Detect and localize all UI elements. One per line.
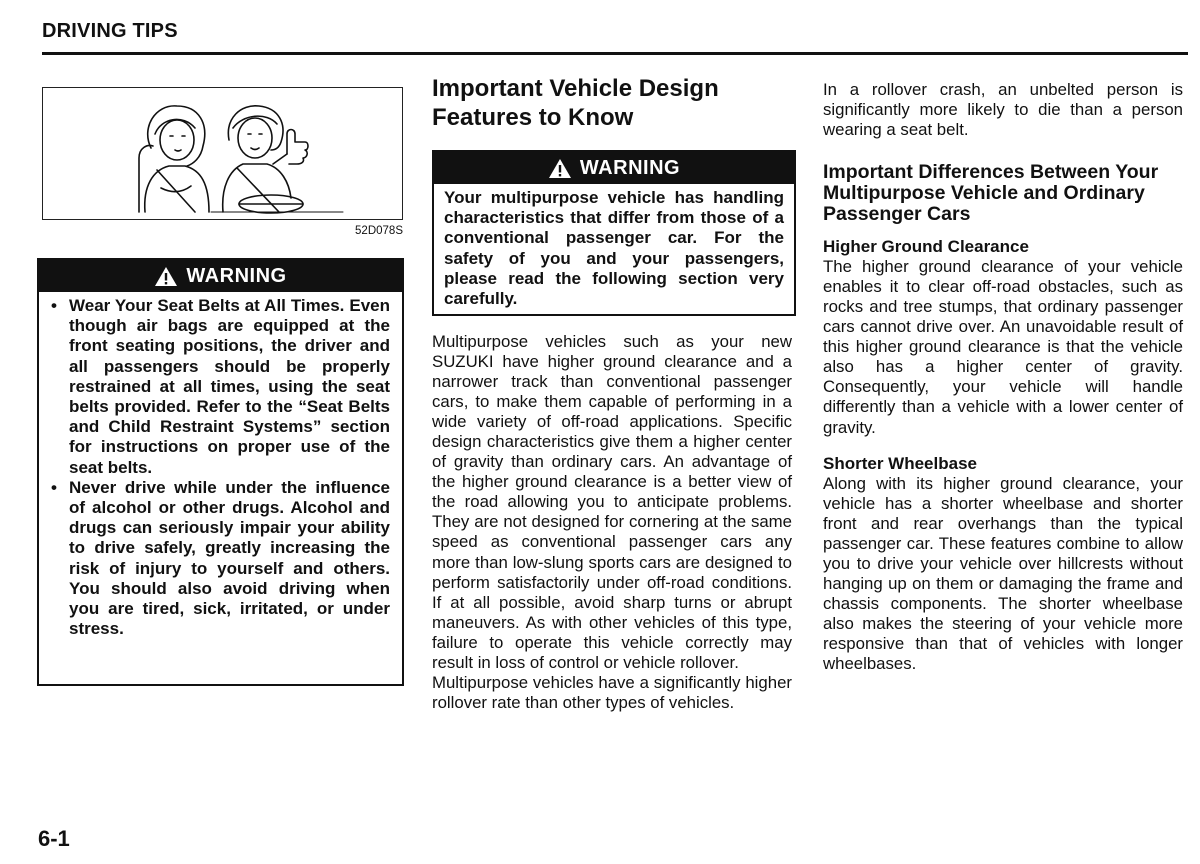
middle-body bbox=[432, 332, 792, 713]
page-heading: Important Vehicle Design Features to Know bbox=[432, 75, 719, 131]
body-paragraph: Multipurpose vehicles have a significantly higher rollover rate than other types of vehicles. bbox=[432, 672, 792, 712]
subheading-wheelbase: Shorter Wheelbase bbox=[823, 453, 977, 473]
header-rule bbox=[42, 52, 1188, 55]
warning-box-seatbelts bbox=[37, 258, 404, 686]
right-column bbox=[823, 80, 1183, 674]
warning-triangle-icon bbox=[548, 158, 572, 179]
page-number: 6-1 bbox=[38, 826, 70, 851]
warning-label: WARNING bbox=[579, 156, 681, 179]
body-paragraph: Along with its higher ground clearance, your vehicle has a shorter wheelbase and shorter front and rear overhangs than the typical passenger car. These features combine to allow you to drive your vehicle over hillcrests without hanging up on them or damaging the frame and chassis components. The shorter wheelbase also makes the steering of your vehicle more responsive than that of vehicles with longer wheelbases. bbox=[823, 473, 1183, 673]
body-paragraph: The higher ground clearance of your vehicle enables it to clear off-road obstacles, such as rocks and tree stumps, that ordinary passenger cars cannot drive over. An unavoidable result of this higher ground clearance is that the vehicle also has a higher center of gravity. Consequently, your vehicle will handle differently than a vehicle with a lower center of gravity. bbox=[823, 257, 1183, 437]
subheading-ground-clearance: Higher Ground Clearance bbox=[823, 237, 1029, 257]
warning-header bbox=[434, 152, 794, 184]
warning-list bbox=[39, 292, 402, 639]
body-paragraph: Multipurpose vehicles such as your new SUZUKI have higher ground clearance and a narrower track than conventional passenger cars, to make them capable of performing in a wide variety of off-road applications. Specific design characteristics give them a higher center of gravity than ordinary cars. An advantage of the higher ground clearance is a better view of the road allowing you to anticipate problems. They are not designed for cornering at the same speed as conventional passenger cars any more than low-slung sports cars are designed to perform satisfactorily under off-road conditions. If at all possible, avoid sharp turns or abrupt maneuvers. As with other vehicles of this type, failure to operate this vehicle correctly may result in loss of control or vehicle rollover. bbox=[432, 332, 792, 672]
warning-box-handling bbox=[432, 150, 796, 316]
warning-triangle-icon bbox=[154, 266, 178, 287]
body-paragraph: In a rollover crash, an unbelted person is significantly more likely to die than a person wearing a seat belt. bbox=[823, 80, 1183, 140]
section-heading: Important Differences Between Your Multipurpose Vehicle and Ordinary Passenger Cars bbox=[823, 161, 1159, 226]
seatbelt-illustration bbox=[42, 87, 403, 220]
warning-header bbox=[39, 260, 402, 292]
warning-label: WARNING bbox=[186, 264, 287, 287]
warning-text: Your multipurpose vehicle has handling characteristics that differ from those of a conventional passenger car. For the safety of you and your passengers, please read the following section very carefully. bbox=[444, 188, 784, 309]
warning-item: • Never drive while under the influence of alcohol or other drugs. Alcohol and drugs can seriously impair your ability to drive safely, greatly increasing the risk of injury to yourself and others. You should also avoid driving when you are tired, sick, irritated, or under stress. bbox=[51, 477, 390, 639]
section-title: DRIVING TIPS bbox=[42, 20, 178, 42]
warning-item: • Wear Your Seat Belts at All Times. Even though air bags are equipped at the front seating positions, the driver and all passengers should be properly restrained at all times, using the seat belts provided. Refer to the “Seat Belts and Child Restraint Systems” section for instructions on proper use of the seat belts. bbox=[51, 296, 390, 477]
figure-code: 52D078S bbox=[355, 225, 403, 237]
middle-heading bbox=[432, 74, 792, 132]
